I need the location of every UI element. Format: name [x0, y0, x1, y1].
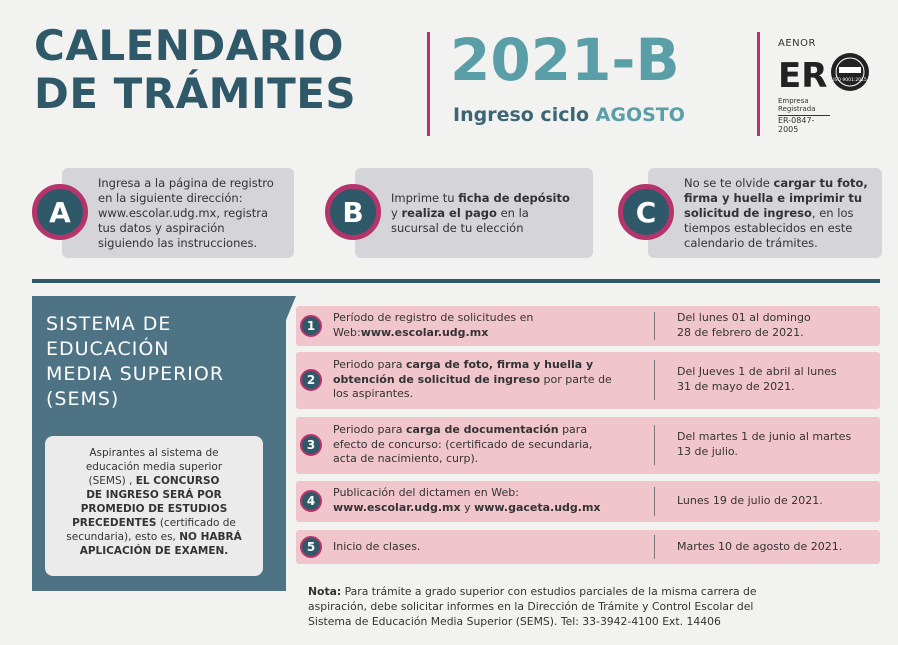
step-c-badge: C — [618, 184, 674, 240]
row-description: Período de registro de solicitudes en Web:www.escolar.udg.mx — [333, 311, 534, 339]
step-a — [32, 168, 294, 258]
step-c — [618, 168, 882, 258]
step-a-line: tus datos y aspiración — [98, 220, 225, 235]
row-separator — [654, 360, 655, 400]
cert-code: ER-0847-2005 — [778, 115, 830, 134]
schedule-row-4 — [296, 481, 880, 522]
schedule-row-3 — [296, 417, 880, 474]
step-a-line: www.escolar.udg.mx, registra — [98, 205, 268, 220]
er-logo-letters: ER — [778, 56, 828, 96]
step-c-line: calendario de trámites. — [684, 235, 818, 250]
step-b-line: sucursal de tu elección — [391, 220, 524, 235]
sems-title: SISTEMA DE EDUCACIÓN MEDIA SUPERIOR (SEMS) — [46, 313, 225, 410]
row-date: Del martes 1 de junio al martes 13 de julio. — [677, 430, 852, 458]
step-b-badge: B — [325, 184, 381, 240]
cert-line-2: Registrada — [778, 105, 816, 113]
schedule-row-5 — [296, 530, 880, 564]
step-b-box — [355, 168, 593, 258]
step-a-line: siguiendo las instrucciones. — [98, 235, 258, 250]
schedule-row-2 — [296, 352, 880, 409]
row-number-badge: 3 — [300, 434, 322, 456]
step-c-box — [648, 168, 882, 258]
row-date: Martes 10 de agosto de 2021. — [677, 540, 843, 553]
row-description: Periodo para carga de documentación para efecto de concurso: (certificado de secundaria, acta de nacimiento, curp). — [333, 423, 593, 465]
step-c-line: solicitud de ingreso, en los — [684, 205, 854, 220]
step-a-box — [62, 168, 294, 258]
year-heading: 2021-B — [450, 26, 680, 94]
row-description: Periodo para carga de foto, firma y huella y obtención de solicitud de ingreso por parte de los aspirantes. — [333, 358, 612, 400]
row-date: Del lunes 01 al domingo 28 de febrero de 2021. — [677, 311, 811, 339]
row-separator — [654, 487, 655, 516]
subtitle-prefix: Ingreso ciclo — [453, 104, 596, 126]
page-title — [34, 22, 414, 118]
title-line-2: DE TRÁMITES — [34, 69, 357, 118]
row-number-badge: 4 — [300, 490, 322, 512]
step-a-line: en la siguiente dirección: — [98, 190, 243, 205]
step-a-badge: A — [32, 184, 88, 240]
row-description: Publicación del dictamen en Web: www.escolar.udg.mx y www.gaceta.udg.mx — [333, 486, 601, 514]
step-a-line: Ingresa a la página de registro — [98, 175, 274, 190]
step-b — [325, 168, 593, 258]
row-number-badge: 5 — [300, 536, 322, 558]
row-description: Inicio de clases. — [333, 540, 421, 553]
sems-panel — [32, 296, 286, 591]
panel-arrow — [286, 296, 296, 320]
subtitle — [453, 104, 753, 126]
row-date: Lunes 19 de julio de 2021. — [677, 494, 823, 507]
step-c-line: tiempos establecidos en este — [684, 220, 853, 235]
row-separator — [654, 312, 655, 340]
iso-seal-text: ISO 9001:2015 — [833, 78, 867, 83]
er-logo-icon — [778, 51, 828, 96]
row-separator — [654, 535, 655, 559]
section-divider — [32, 279, 880, 283]
row-number-badge: 2 — [300, 369, 322, 391]
row-date: Del Jueves 1 de abril al lunes 31 de mayo de 2021. — [677, 365, 837, 393]
row-number-badge: 1 — [300, 315, 322, 337]
header-divider-1 — [427, 32, 430, 136]
aenor-certification — [778, 38, 898, 134]
step-c-line: No se te olvide cargar tu foto, — [684, 175, 868, 190]
footer-note: Nota: Para trámite a grado superior con estudios parciales de la misma carrera de aspiración, debe solicitar informes en la Dirección de Trámite y Control Escolar del Sistema de Educación Media Superior (SEMS). Tel: 33-3942-4100 Ext. 14406 — [308, 585, 757, 628]
step-b-line: y realiza el pago en la — [391, 205, 529, 220]
aenor-label: AENOR — [778, 38, 816, 49]
step-b-line: Imprime tu ficha de depósito — [391, 190, 570, 205]
note-label: Nota: — [308, 585, 342, 598]
row-separator — [654, 425, 655, 465]
cert-line-1: Empresa — [778, 97, 809, 105]
subtitle-accent: AGOSTO — [595, 104, 685, 126]
sems-note: Aspirantes al sistema de educación media superior (SEMS) , EL CONCURSO DE INGRESO SERÁ POR PROMEDIO DE ESTUDIOS PRECEDENTES (certificado de secundaria), esto es, NO HABRÁ APLICACIÓN DE EXAMEN. — [45, 436, 263, 576]
title-line-1: CALENDARIO — [34, 21, 344, 70]
iso-seal-icon — [830, 52, 870, 92]
schedule-row-1 — [296, 306, 880, 346]
header-divider-2 — [757, 32, 760, 136]
step-c-line: firma y huella e imprimir tu — [684, 190, 863, 205]
